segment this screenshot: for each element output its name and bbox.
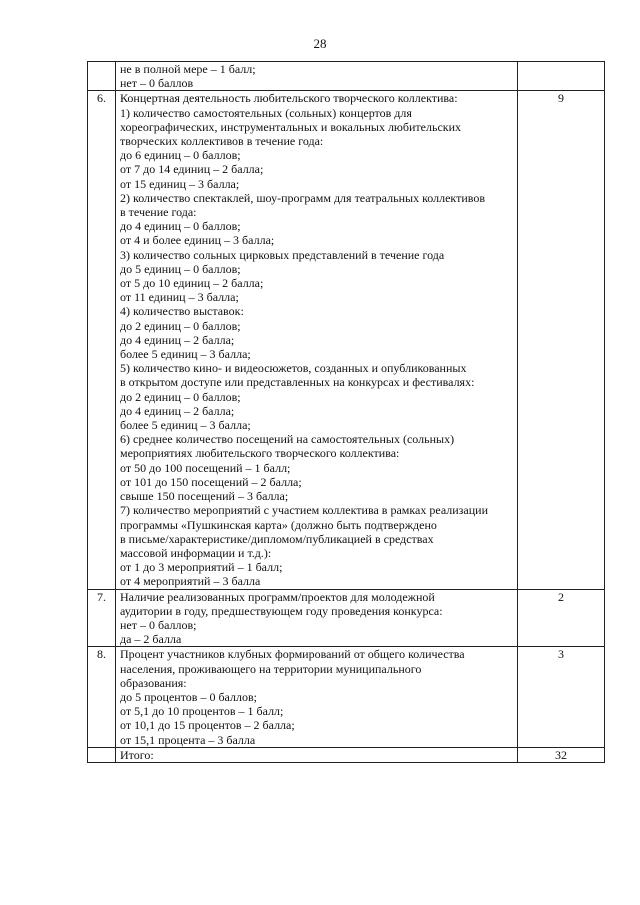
description-line: до 5 единиц – 0 баллов;	[120, 261, 241, 276]
description-line: от 11 единиц – 3 балла;	[120, 290, 239, 305]
description-line: образования:	[120, 675, 187, 690]
description-line: до 2 единиц – 0 баллов;	[120, 389, 241, 404]
description-line: программы «Пушкинская карта» (должно быть подтверждено	[120, 517, 437, 532]
description-line: от 10,1 до 15 процентов – 2 балла;	[120, 718, 295, 733]
criteria-table	[87, 61, 605, 763]
row-number: 7.	[88, 589, 116, 647]
description-line: Процент участников клубных формирований от общего количества	[120, 647, 465, 662]
description-line: 3) количество сольных цирковых представлений в течение года	[120, 247, 445, 262]
description-line: до 4 единиц – 0 баллов;	[120, 219, 241, 234]
description-line: Концертная деятельность любительского творческого коллектива:	[120, 91, 458, 106]
criterion-description	[116, 589, 518, 647]
description-line: до 4 единиц – 2 балла;	[120, 332, 235, 347]
description-line: 2) количество спектаклей, шоу-программ для театральных коллективов	[120, 190, 486, 205]
description-line: от 7 до 14 единиц – 2 балла;	[120, 162, 264, 177]
description-line: от 101 до 150 посещений – 2 балла;	[120, 474, 302, 489]
description-line: от 4 и более единиц – 3 балла;	[120, 233, 275, 248]
description-line: от 1 до 3 мероприятий – 1 балл;	[120, 560, 283, 575]
description-line: аудитории в году, предшествующем году проведения конкурса:	[120, 603, 443, 618]
description-line: 5) количество кино- и видеосюжетов, созданных и опубликованных	[120, 361, 467, 376]
row-number	[88, 747, 116, 762]
description-line: до 4 единиц – 2 балла;	[120, 403, 235, 418]
description-line: от 15 единиц – 3 балла;	[120, 176, 240, 191]
description-line: 7) количество мероприятий с участием коллектива в рамках реализации	[120, 503, 488, 518]
description-line: от 5 до 10 единиц – 2 балла;	[120, 276, 264, 291]
page-number: 28	[313, 36, 327, 51]
description-line: от 15,1 процента – 3 балла	[120, 732, 256, 747]
description-line: более 5 единиц – 3 балла;	[120, 418, 251, 433]
table-row	[88, 589, 605, 647]
table-row	[88, 91, 605, 589]
table-row	[88, 62, 605, 91]
max-score: 9	[518, 91, 605, 589]
row-number	[88, 62, 116, 91]
criteria-table-body	[88, 62, 605, 763]
description-line: от 5,1 до 10 процентов – 1 балл;	[120, 704, 284, 719]
description-line: Наличие реализованных программ/проектов для молодежной	[120, 589, 435, 604]
description-line: да – 2 балла	[120, 632, 182, 647]
description-line: от 4 мероприятий – 3 балла	[120, 574, 261, 589]
description-line: до 2 единиц – 0 баллов;	[120, 318, 241, 333]
description-line: в открытом доступе или представленных на конкурсах и фестивалях:	[120, 375, 475, 390]
criterion-description	[116, 747, 518, 762]
max-score	[518, 62, 605, 91]
description-line: свыше 150 посещений – 3 балла;	[120, 489, 289, 504]
description-line: творческих коллективов в течение года:	[120, 134, 324, 149]
table-row	[88, 647, 605, 747]
max-score: 32	[518, 747, 605, 762]
criterion-description	[116, 91, 518, 589]
description-line: Итого:	[120, 747, 154, 762]
description-line: до 6 единиц – 0 баллов;	[120, 148, 241, 163]
description-line: в письме/характеристике/дипломом/публикацией в средствах	[120, 531, 434, 546]
criterion-description	[116, 647, 518, 747]
description-line: 6) среднее количество посещений на самостоятельных (сольных)	[120, 432, 455, 447]
description-line: мероприятиях любительского творческого коллектива:	[120, 446, 400, 461]
description-line: не в полной мере – 1 балл;	[120, 62, 256, 76]
max-score: 3	[518, 647, 605, 747]
row-number: 8.	[88, 647, 116, 747]
criterion-description	[116, 62, 518, 91]
table-row	[88, 747, 605, 762]
row-number: 6.	[88, 91, 116, 589]
description-line: хореографических, инструментальных и вокальных любительских	[120, 119, 462, 134]
description-line: нет – 0 баллов;	[120, 617, 197, 632]
description-line: в течение года:	[120, 205, 197, 220]
description-line: массовой информации и т.д.):	[120, 545, 272, 560]
description-line: населения, проживающего на территории муниципального	[120, 661, 422, 676]
description-line: от 50 до 100 посещений – 1 балл;	[120, 460, 291, 475]
max-score: 2	[518, 589, 605, 647]
description-line: 1) количество самостоятельных (сольных) концертов для	[120, 105, 412, 120]
description-line: нет – 0 баллов	[120, 76, 194, 91]
description-line: более 5 единиц – 3 балла;	[120, 347, 251, 362]
description-line: 4) количество выставок:	[120, 304, 244, 319]
description-line: до 5 процентов – 0 баллов;	[120, 689, 257, 704]
